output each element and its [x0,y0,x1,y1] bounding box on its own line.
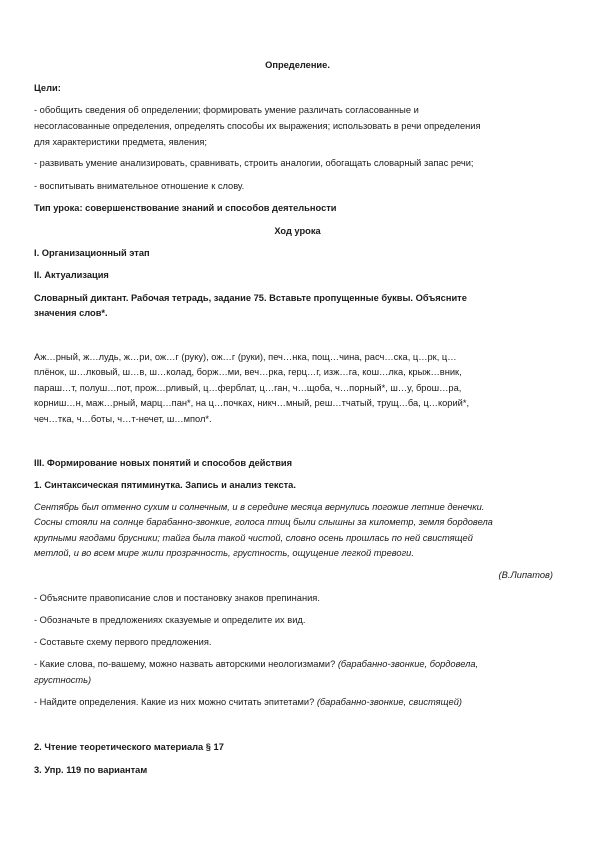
question-3: - Составьте схему первого предложения. [34,637,212,647]
dictation-words-line-4: корниш…н, мaж…рный, марц…пан*, на ц…почках, никч…мный, реш…тчатый, трущ…ба, ц…корий*, [34,398,470,408]
goal-1-line-2: несогласованные определения, определять способы их выражения; использовать в речи определения [34,121,481,131]
stage-3-heading: III. Формирование новых понятий и способов действия [34,458,293,468]
subsection-3-heading: 3. Упр. 119 по вариантам [34,765,148,775]
dictation-task-line-1: Словарный диктант. Рабочая тетрадь, задание 75. Вставьте пропущенные буквы. Объясните [34,293,467,303]
lesson-flow-heading: Ход урока [274,226,321,236]
question-4-text: - Какие слова, по-вашему, можно назвать авторскими неологизмами? [34,659,338,669]
quote-line-1: Сентябрь был отменно сухим и солнечным, и в середине месяца вернулись погожие летние денечки. [34,502,485,512]
dictation-words-line-1: Аж…рный, ж…лудь, ж…ри, ож…г (руку), ож…г (руки), печ…нка, пощ…чина, расч…ска, ц…рк, ц… [34,352,457,362]
goal-3: - воспитывать внимательное отношение к слову. [34,181,245,191]
dictation-words-line-2: плёнок, ш…лковый, ш…в, ш…колад, борж…ми, веч…рка, герц…г, изж…га, кош…лка, крыж…вник, [34,367,462,377]
goal-1-line-3: для характеристики предмета, явления; [34,137,207,147]
lesson-type: Тип урока: совершенствование знаний и способов деятельности [34,203,337,213]
goals-heading: Цели: [34,83,61,93]
subsection-2-heading: 2. Чтение теоретического материала § 17 [34,742,224,752]
goal-1-line-1: - обобщить сведения об определении; формировать умение различать согласованные и [34,105,419,115]
document-title: Определение. [265,60,330,70]
quote-author: (В.Липатов) [498,570,553,580]
question-5-answer: (барабанно-звонкие, свистящей) [316,697,462,707]
subsection-1-heading: 1. Синтаксическая пятиминутка. Запись и анализ текста. [34,480,296,490]
stage-2-heading: II. Актуализация [34,270,109,280]
quote-line-4: метлой, и во всем мире жили прозрачность, грустность, ощущение легкой тревоги. [34,548,414,558]
question-4-line-2: грустность) [34,675,92,685]
quote-line-2: Сосны стояли на солнце барабанно-звонкие, голоса птиц были слышны за километр, земля бордовела [34,517,493,527]
question-1: - Объясните правописание слов и постановку знаков препинания. [34,593,320,603]
dictation-task-line-2: значения слов*. [34,308,108,318]
question-4-answer: (барабанно-звонкие, бордовела, [337,659,479,669]
question-5-text: - Найдите определения. Какие из них можно считать эпитетами? [34,697,317,707]
dictation-words-line-3: параш…т, полуш…пот, прож…рливый, ц…ферблат, ц…ган, ч…щоба, ч…порный*, ш…у, брош…ра, [34,383,462,393]
goal-2: - развивать умение анализировать, сравнивать, строить аналогии, обогащать словарный запас речи; [34,158,474,168]
dictation-words-line-5: чеч…тка, ч…боты, ч…т-нечет, ш…мпол*. [34,414,212,424]
question-5 [34,696,564,708]
quote-line-3: крупными ягодами брусники; тайга была такой чистой, словно осень прошлась по ней свистящей [34,533,473,543]
question-4-line-1 [34,658,564,670]
question-2: - Обозначьте в предложениях сказуемые и определите их вид. [34,615,306,625]
stage-1-heading: I. Организационный этап [34,248,150,258]
